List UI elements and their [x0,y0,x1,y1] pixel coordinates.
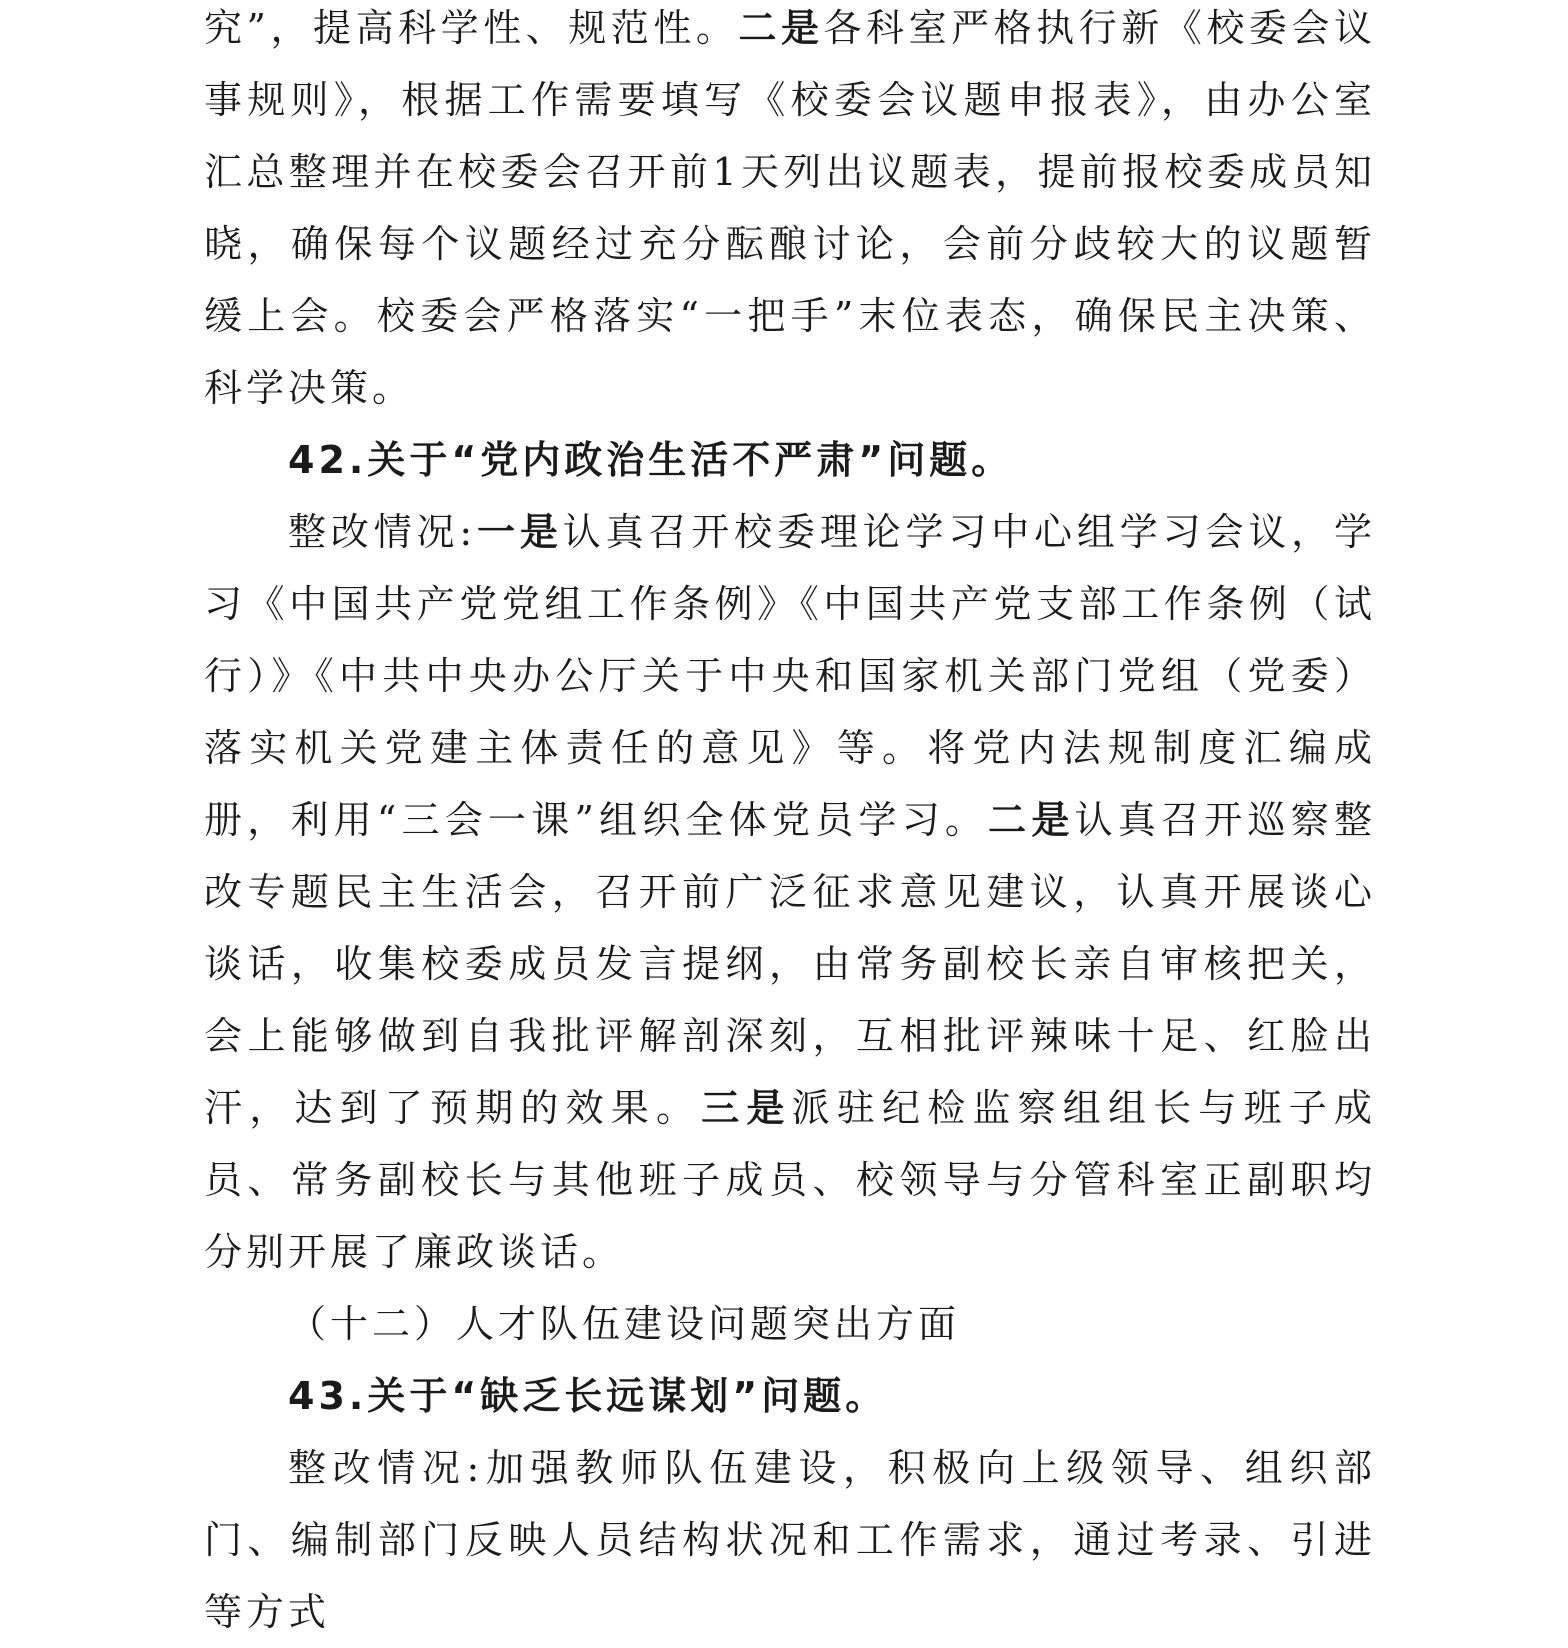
emphasis-run: 一是 [476,509,563,554]
text-run: 认真召开巡察整改专题民主生活会，召开前广泛征求意见建议，认真开展谈心谈话，收集校委成员发言提纲，由常务副校长亲自审核把关，会上能够做到自我批评解剖深刻，互相批评辣味十足、红脸出汗，达到了预期的效果。 [204,798,1376,1130]
emphasis-run: 二是 [738,5,824,50]
document-body [204,0,1376,1648]
paragraph-rectification-43 [204,1432,1376,1648]
text-run: 派驻纪检监察组组长与班子成员、常务副校长与其他班子成员、校领导与分管科室正副职均分别开展了廉政谈话。 [204,1086,1376,1274]
text-run: 加强教师队伍建设，积极向上级领导、组织部门、编制部门反映人员结构状况和工作需求，通过考录、引进等方式 [204,1446,1376,1634]
label-run: 整改情况: [288,510,477,554]
text-run: 究”，提高科学性、规范性。 [204,6,739,50]
text-run: 认真召开校委理论学习中心组学习会议，学习《中国共产党党组工作条例》《中国共产党支部工作条例（试行）》《中共中央办公厅关于中央和国家机关部门党组（党委）落实机关党建主体责任的意见》等。将党内法规制度汇编成册，利用“三会一课”组织全体党员学习。 [204,510,1376,842]
section-heading-12: （十二）人才队伍建设问题突出方面 [288,1302,961,1346]
label-run: 整改情况: [288,1446,484,1490]
emphasis-run: 三是 [701,1085,792,1130]
item-heading-43: 43.关于“缺乏长远谋划”问题。 [288,1374,888,1418]
paragraph-continued [204,0,1376,424]
item-heading-42: 42.关于“党内政治生活不严肃”问题。 [288,438,1014,482]
text-run: 各科室严格执行新《校委会议事规则》，根据工作需要填写《校委会议题申报表》，由办公室汇总整理并在校委会召开前1天列出议题表，提前报校委成员知晓，确保每个议题经过充分酝酿讨论，会前分歧较大的议题暂缓上会。校委会严格落实“一把手”末位表态，确保民主决策、科学决策。 [204,6,1376,410]
emphasis-run: 二是 [988,797,1075,842]
paragraph-rectification-42 [204,496,1376,1288]
